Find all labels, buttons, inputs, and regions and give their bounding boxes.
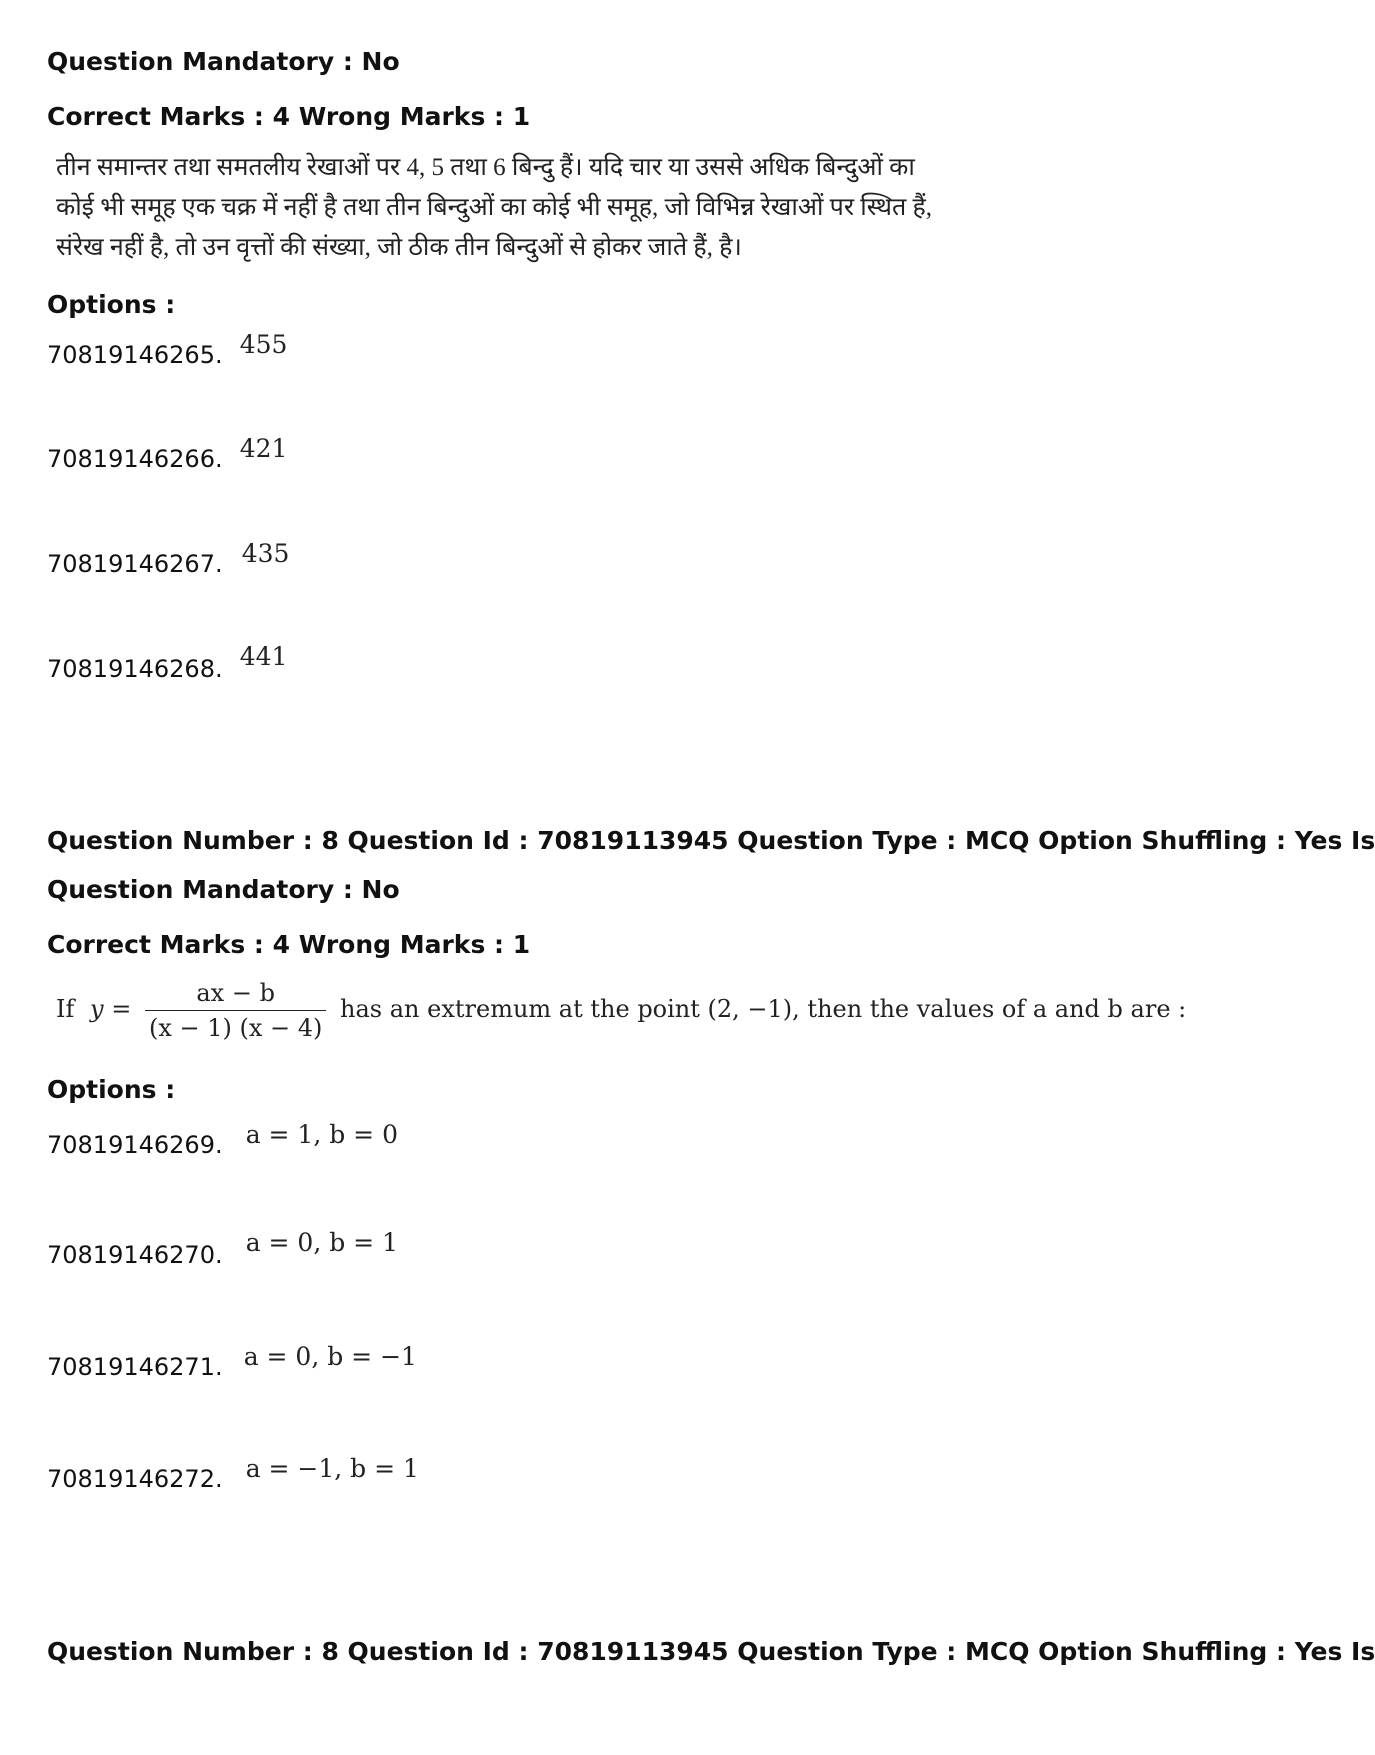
- fraction: [145, 978, 326, 1043]
- question-variable: y =: [90, 995, 132, 1023]
- option-row[interactable]: [47, 1120, 398, 1160]
- option-value: 441: [239, 642, 288, 671]
- option-id: 70819146265.: [47, 341, 223, 369]
- question-marks: Correct Marks : 4 Wrong Marks : 1: [47, 930, 531, 959]
- option-row[interactable]: [47, 642, 288, 684]
- question-marks: Correct Marks : 4 Wrong Marks : 1: [47, 102, 531, 131]
- option-row[interactable]: [47, 434, 288, 474]
- fraction-denominator: (x − 1) (x − 4): [148, 1014, 323, 1042]
- option-id: 70819146268.: [47, 655, 223, 683]
- option-id: 70819146267.: [47, 550, 223, 578]
- options-label: Options :: [47, 290, 176, 319]
- option-id: 70819146270.: [47, 1241, 223, 1269]
- option-id: 70819146272.: [47, 1465, 223, 1493]
- option-row[interactable]: [47, 1228, 398, 1270]
- option-value: a = 1, b = 0: [245, 1120, 398, 1149]
- option-id: 70819146269.: [47, 1131, 223, 1159]
- question-header: Question Number : 8 Question Id : 70819113945 Question Type : MCQ Option Shuffling : Yes Is: [47, 826, 1375, 855]
- option-value: 455: [239, 330, 288, 359]
- option-row[interactable]: [47, 330, 288, 370]
- question-text-image: तीन समान्तर तथा समतलीय रेखाओं पर 4, 5 तथा 6 बिन्दु हैं। यदि चार या उससे अधिक बिन्दुओं का कोई भी समूह एक चक्र में नहीं है तथा तीन बिन्दुओं का कोई भी समूह, जो विभिन्न रेखाओं पर स्थित हैं, संरेख नहीं है, तो उन वृत्तों की संख्या, जो ठीक तीन बिन्दुओं से होकर जाते हैं, है।: [56, 154, 933, 261]
- option-row[interactable]: [47, 1454, 419, 1494]
- question-prefix: If: [56, 995, 75, 1023]
- fraction-numerator: ax − b: [145, 978, 326, 1011]
- option-value: 435: [241, 539, 290, 568]
- option-id: 70819146271.: [47, 1353, 223, 1381]
- option-value: a = 0, b = 1: [245, 1228, 398, 1257]
- option-value: a = 0, b = −1: [243, 1342, 417, 1371]
- option-value: 421: [239, 434, 288, 463]
- option-row[interactable]: [47, 1342, 417, 1382]
- options-label: Options :: [47, 1075, 176, 1104]
- question-text-image: [56, 978, 1186, 1043]
- question-suffix: has an extremum at the point (2, −1), then the values of a and b are :: [340, 995, 1187, 1023]
- question-mandatory: Question Mandatory : No: [47, 47, 400, 76]
- question-header: Question Number : 8 Question Id : 70819113945 Question Type : MCQ Option Shuffling : Yes Is: [47, 1637, 1375, 1666]
- option-value: a = −1, b = 1: [245, 1454, 419, 1483]
- option-row[interactable]: [47, 539, 290, 579]
- question-mandatory: Question Mandatory : No: [47, 875, 400, 904]
- option-id: 70819146266.: [47, 445, 223, 473]
